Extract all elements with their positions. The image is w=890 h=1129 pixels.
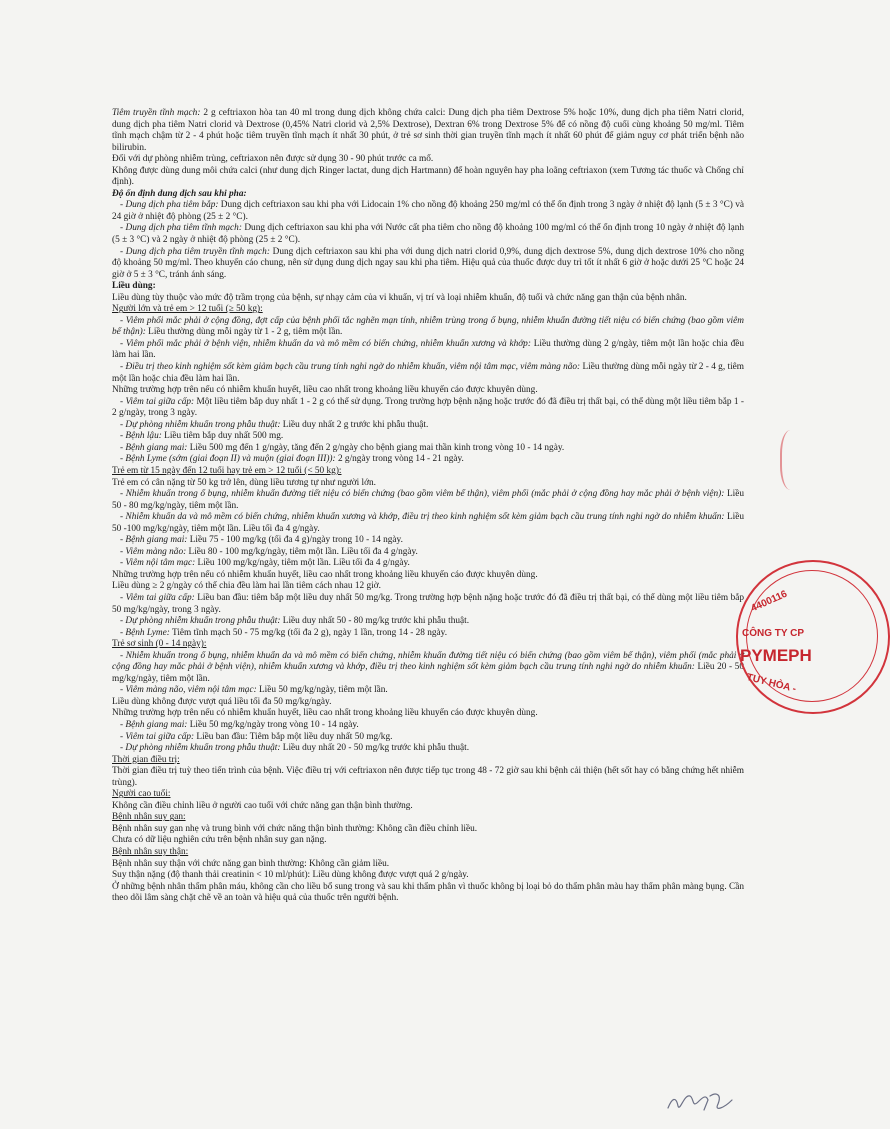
stamp-edge-mark [780,430,806,490]
adults-item: - Điều trị theo kinh nghiệm sốt kèm giảm bạch cầu trung tính nghi ngờ do nhiễm khuẩn, viêm nội tâm mạc, viêm màng não: Liều thường dùng mỗi ngày từ 2 - 4 g, tiêm một lần hoặc chia đều làm hai lần. [112,362,745,384]
stamp-city: TUY HÒA - [745,672,798,695]
adults-item: - Viêm tai giữa cấp: Một liều tiêm bắp duy nhất 1 - 2 g có thể sử dụng. Trong trường hợp bệnh nặng hoặc trước đó đã điều trị thất bại, có thể dùng một liều tiêm bắp 1 - 2 g/ngày, trong 3 ngày. [112,396,744,419]
neonates-item: - Nhiễm khuẩn trong ổ bụng, nhiễm khuẩn da và mô mềm có biến chứng, nhiễm khuẩn đường tiết niệu có biến chứng (bao gồm viêm bể thận), viêm phổi (mắc phải ở cộng đồng hay mắc phải ở bệnh viện), nhiễm khuẩn xương và khớp, điều trị theo kinh nghiệm sốt kèm giảm bạch cầu trung tính nghi ngờ do nhiễm khuẩn: Liều 20 - 50 mg/kg/ngày, tiêm một lần. [112,650,744,684]
hepatic-heading: Bệnh nhân suy gan: [112,812,186,823]
label: Tiêm truyền tĩnh mạch: [112,108,201,118]
children-item: - Nhiễm khuẩn da và mô mềm có biến chứng, nhiễm khuẩn xương và khớp, điều trị theo kinh nghiệm sốt kèm giảm bạch cầu trung tính nghi ngờ do nhiễm khuẩn: Liều 50 -100 mg/kg/ngày, tiêm một lần. Liều tối đa 4 g/ngày. [112,512,745,534]
hepatic-text: Bệnh nhân suy gan nhẹ và trung bình với chức năng thận bình thường: Không cần điều chỉnh liều. [112,823,478,834]
prophylaxis-note: Đối với dự phòng nhiễm trùng, ceftriaxon nên được sử dụng 30 - 90 phút trước ca mổ. [112,154,434,165]
handwritten-signature [662,1082,742,1118]
dosage-heading: Liều dùng: [112,281,156,292]
children-heading: Trẻ em từ 15 ngày đến 12 tuổi hay trẻ em > 12 tuổi (< 50 kg): [112,465,342,476]
stability-item: - Dung dịch pha tiêm truyền tĩnh mạch: Dung dịch ceftriaxon sau khi pha với dung dịch natri clorid 0,9%, dung dịch dextrose 5%, dung dịch dextrose 10% cho nồng độ khoảng 50 mg/ml. Theo khuyến cáo chung, nên sử dụng dung dịch ngay sau khi pha tiêm. Hiệu quả của thuốc được duy trì tốt ít nhất 6 giờ ở hoặc dưới 25 °C hoặc 24 giờ ở 5 ± 3 °C, tránh ánh sáng. [112,246,744,280]
stability-item: - Dung dịch pha tiêm bắp: Dung dịch ceftriaxon sau khi pha với Lidocain 1% cho nồng độ khoảng 250 mg/ml có thể ổn định trong 3 ngày ở nhiệt độ lạnh (5 ± 3 °C) và 24 giờ ở nhiệt độ phòng (25 ± 2 °C). [112,200,744,222]
document-body [112,108,744,905]
duration-text: Thời gian điều trị tuỳ theo tiến trình của bệnh. Việc điều trị với ceftriaxon nên được tiếp tục trong 48 - 72 giờ sau khi bệnh cải thiện (hết sốt hay có bằng chứng hết nhiễm trùng). [112,766,744,788]
calcium-warning: Không được dùng dung môi chứa calci (như dung dịch Ringer lactat, dung dịch Hartmann) để hoàn nguyên hay pha loãng ceftriaxon (xem Tương tác thuốc và Chống chỉ định). [112,165,744,188]
renal-text: Bệnh nhân suy thận với chức năng gan bình thường: Không cần giảm liều. [112,858,390,869]
children-intro: Trẻ em có cân nặng từ 50 kg trở lên, dùng liều tương tự như người lớn. [112,477,376,488]
iv-infusion-paragraph: Tiêm truyền tĩnh mạch: 2 g ceftriaxon hòa tan 40 ml trong dung dịch không chứa calci: Dung dịch pha tiêm Dextrose 5% hoặc 10%, dung dịch pha tiêm Natri clorid, dung dịch pha tiêm Natri clorid và Dextrose (0,45% Natri clorid và 2,5% Dextrose), Dextran 6% trong Dextrose 5% để có nồng độ cuối cùng khoảng 50 mg/ml. Tiêm tĩnh mạch chậm từ 2 - 4 phút hoặc tiêm truyền tĩnh mạch ít nhất 30 phút, ở trẻ sơ sinh thời gian truyền tĩnh mạch ít nhất 60 phút để giảm nguy cơ phát triển bệnh não bilirubin. [112,108,744,153]
adults-item: - Bệnh lậu: Liều tiêm bắp duy nhất 500 mg. [120,431,284,442]
company-stamp [736,560,812,740]
children-note: Những trường hợp trên nếu có nhiễm khuẩn huyết, liều cao nhất trong khoảng liều khuyến cáo được khuyên dùng. [112,569,538,580]
stamp-name: PYMEPH [740,646,812,665]
children-item: - Viêm nội tâm mạc: Liều 100 mg/kg/ngày, tiêm một lần. Liều tối đa 4 g/ngày. [120,558,410,569]
adults-item: - Viêm phổi mắc phải ở cộng đồng, đợt cấp của bệnh phổi tắc nghẽn mạn tính, nhiễm trùng trong ổ bụng, nhiễm khuẩn đường tiết niệu có biến chứng (bao gồm viêm bể thận): Liều thường dùng mỗi ngày từ 1 - 2 g, tiêm một lần. [112,315,744,338]
neonates-item: - Bệnh giang mai: Liều 50 mg/kg/ngày trong vòng 10 - 14 ngày. [120,719,359,730]
adults-item: - Bệnh Lyme (sớm (giai đoạn II) và muộn (giai đoạn III)): 2 g/ngày trong vòng 14 - 21 ngày. [120,454,464,465]
neonates-item: - Viêm tai giữa cấp: Liều ban đầu: Tiêm bắp một liều duy nhất 50 mg/kg. [120,731,393,742]
adults-item: - Bệnh giang mai: Liều 500 mg đến 1 g/ngày, tăng đến 2 g/ngày cho bệnh giang mai thần kinh trong vòng 10 - 14 ngày. [120,442,565,453]
children-item: - Viêm màng não: Liều 80 - 100 mg/kg/ngày, tiêm một lần. Liều tối đa 4 g/ngày. [120,546,418,557]
elderly-text: Không cần điều chỉnh liều ở người cao tuổi với chức năng gan thận bình thường. [112,800,413,811]
renal-text-2: Suy thận nặng (độ thanh thải creatinin < 10 ml/phút): Liều dùng không được vượt quá 2 g/ngày. [112,870,469,881]
adults-item: - Viêm phổi mắc phải ở bệnh viện, nhiễm khuẩn da và mô mềm có biến chứng, nhiễm khuẩn xương và khớp: Liều thường dùng 2 g/ngày, tiêm một lần hoặc chia đều làm hai lần. [112,338,745,361]
duration-heading: Thời gian điều trị: [112,754,180,765]
neonates-note: Liều dùng không được vượt quá liều tối đa 50 mg/kg/ngày. [112,696,332,707]
children-item: - Bệnh Lyme: Tiêm tĩnh mạch 50 - 75 mg/kg (tối đa 2 g), ngày 1 lần, trong 14 - 28 ngày. [120,627,448,638]
stamp-code: 4400116 [749,588,789,615]
adults-note: Những trường hợp trên nếu có nhiễm khuẩn huyết, liều cao nhất trong khoảng liều khuyến cáo được khuyên dùng. [112,385,538,396]
children-note-2: Liều dùng ≥ 2 g/ngày có thể chia đều làm hai lần tiêm cách nhau 12 giờ. [112,581,381,592]
stability-heading: Độ ổn định dung dịch sau khi pha: [112,188,247,199]
elderly-heading: Người cao tuổi: [112,789,171,800]
renal-heading: Bệnh nhân suy thận: [112,847,189,857]
hepatic-text-2: Chưa có dữ liệu nghiên cứu trên bệnh nhân suy gan nặng. [112,835,327,846]
renal-text-3: Ở những bệnh nhân thẩm phân máu, không cần cho liều bổ sung trong và sau khi thẩm phân vì thuốc không bị loại bỏ do thẩm phân màu hay thẩm phân màng bụng. Cần theo dõi lâm sàng chặt chẽ về an toàn và hiệu quả của thuốc trên người bệnh. [112,881,744,904]
children-item: - Bệnh giang mai: Liều 75 - 100 mg/kg (tối đa 4 g)/ngày trong 10 - 14 ngày. [120,535,403,546]
adults-item: - Dự phòng nhiễm khuẩn trong phẫu thuật: Liều duy nhất 2 g trước khi phẫu thuật. [120,419,429,430]
neonates-item: - Viêm màng não, viêm nội tâm mạc: Liều 50 mg/kg/ngày, tiêm một lần. [120,685,388,696]
stability-item: - Dung dịch pha tiêm tĩnh mạch: Dung dịch ceftriaxon sau khi pha với Nước cất pha tiêm cho nồng độ khoảng 100 mg/ml có thể ổn định trong 10 ngày ở nhiệt độ lạnh (5 ± 3 °C) và 2 ngày ở nhiệt độ phòng (25 ± 2 °C). [112,223,745,246]
neonates-item: - Dự phòng nhiễm khuẩn trong phẫu thuật: Liều duy nhất 20 - 50 mg/kg trước khi phẫu thuật. [120,743,470,754]
neonates-heading: Trẻ sơ sinh (0 - 14 ngày): [112,639,207,650]
adults-heading: Người lớn và trẻ em > 12 tuổi (≥ 50 kg): [112,304,263,315]
dosage-intro: Liều dùng tùy thuộc vào mức độ trầm trọng của bệnh, sự nhạy cảm của vi khuẩn, vị trí và loại nhiễm khuẩn, độ tuổi và chức năng gan thận của bệnh nhân. [112,292,687,303]
children-item: - Nhiễm khuẩn trong ổ bụng, nhiễm khuẩn đường tiết niệu có biến chứng (bao gồm viêm bể thận), viêm phổi (mắc phải ở cộng đồng hay mắc phải ở bệnh viện): Liều 50 - 80 mg/kg/ngày, tiêm một lần. [112,489,745,511]
stamp-company: CÔNG TY CP [742,628,805,639]
children-item: - Dự phòng nhiễm khuẩn trong phẫu thuật: Liều duy nhất 50 - 80 mg/kg trước khi phẫu thuật. [120,616,470,627]
children-item: - Viêm tai giữa cấp: Liều ban đầu: tiêm bắp một liều duy nhất 50 mg/kg. Trong trường hợp bệnh nặng hoặc trước đó đã điều trị thất bại, có thể dùng một liều tiêm bắp 50 mg/kg/ngày, trong 3 ngày. [112,592,744,615]
neonates-note-2: Những trường hợp trên nếu có nhiễm khuẩn huyết, liều cao nhất trong khoảng liều khuyến cáo được khuyên dùng. [112,708,538,719]
